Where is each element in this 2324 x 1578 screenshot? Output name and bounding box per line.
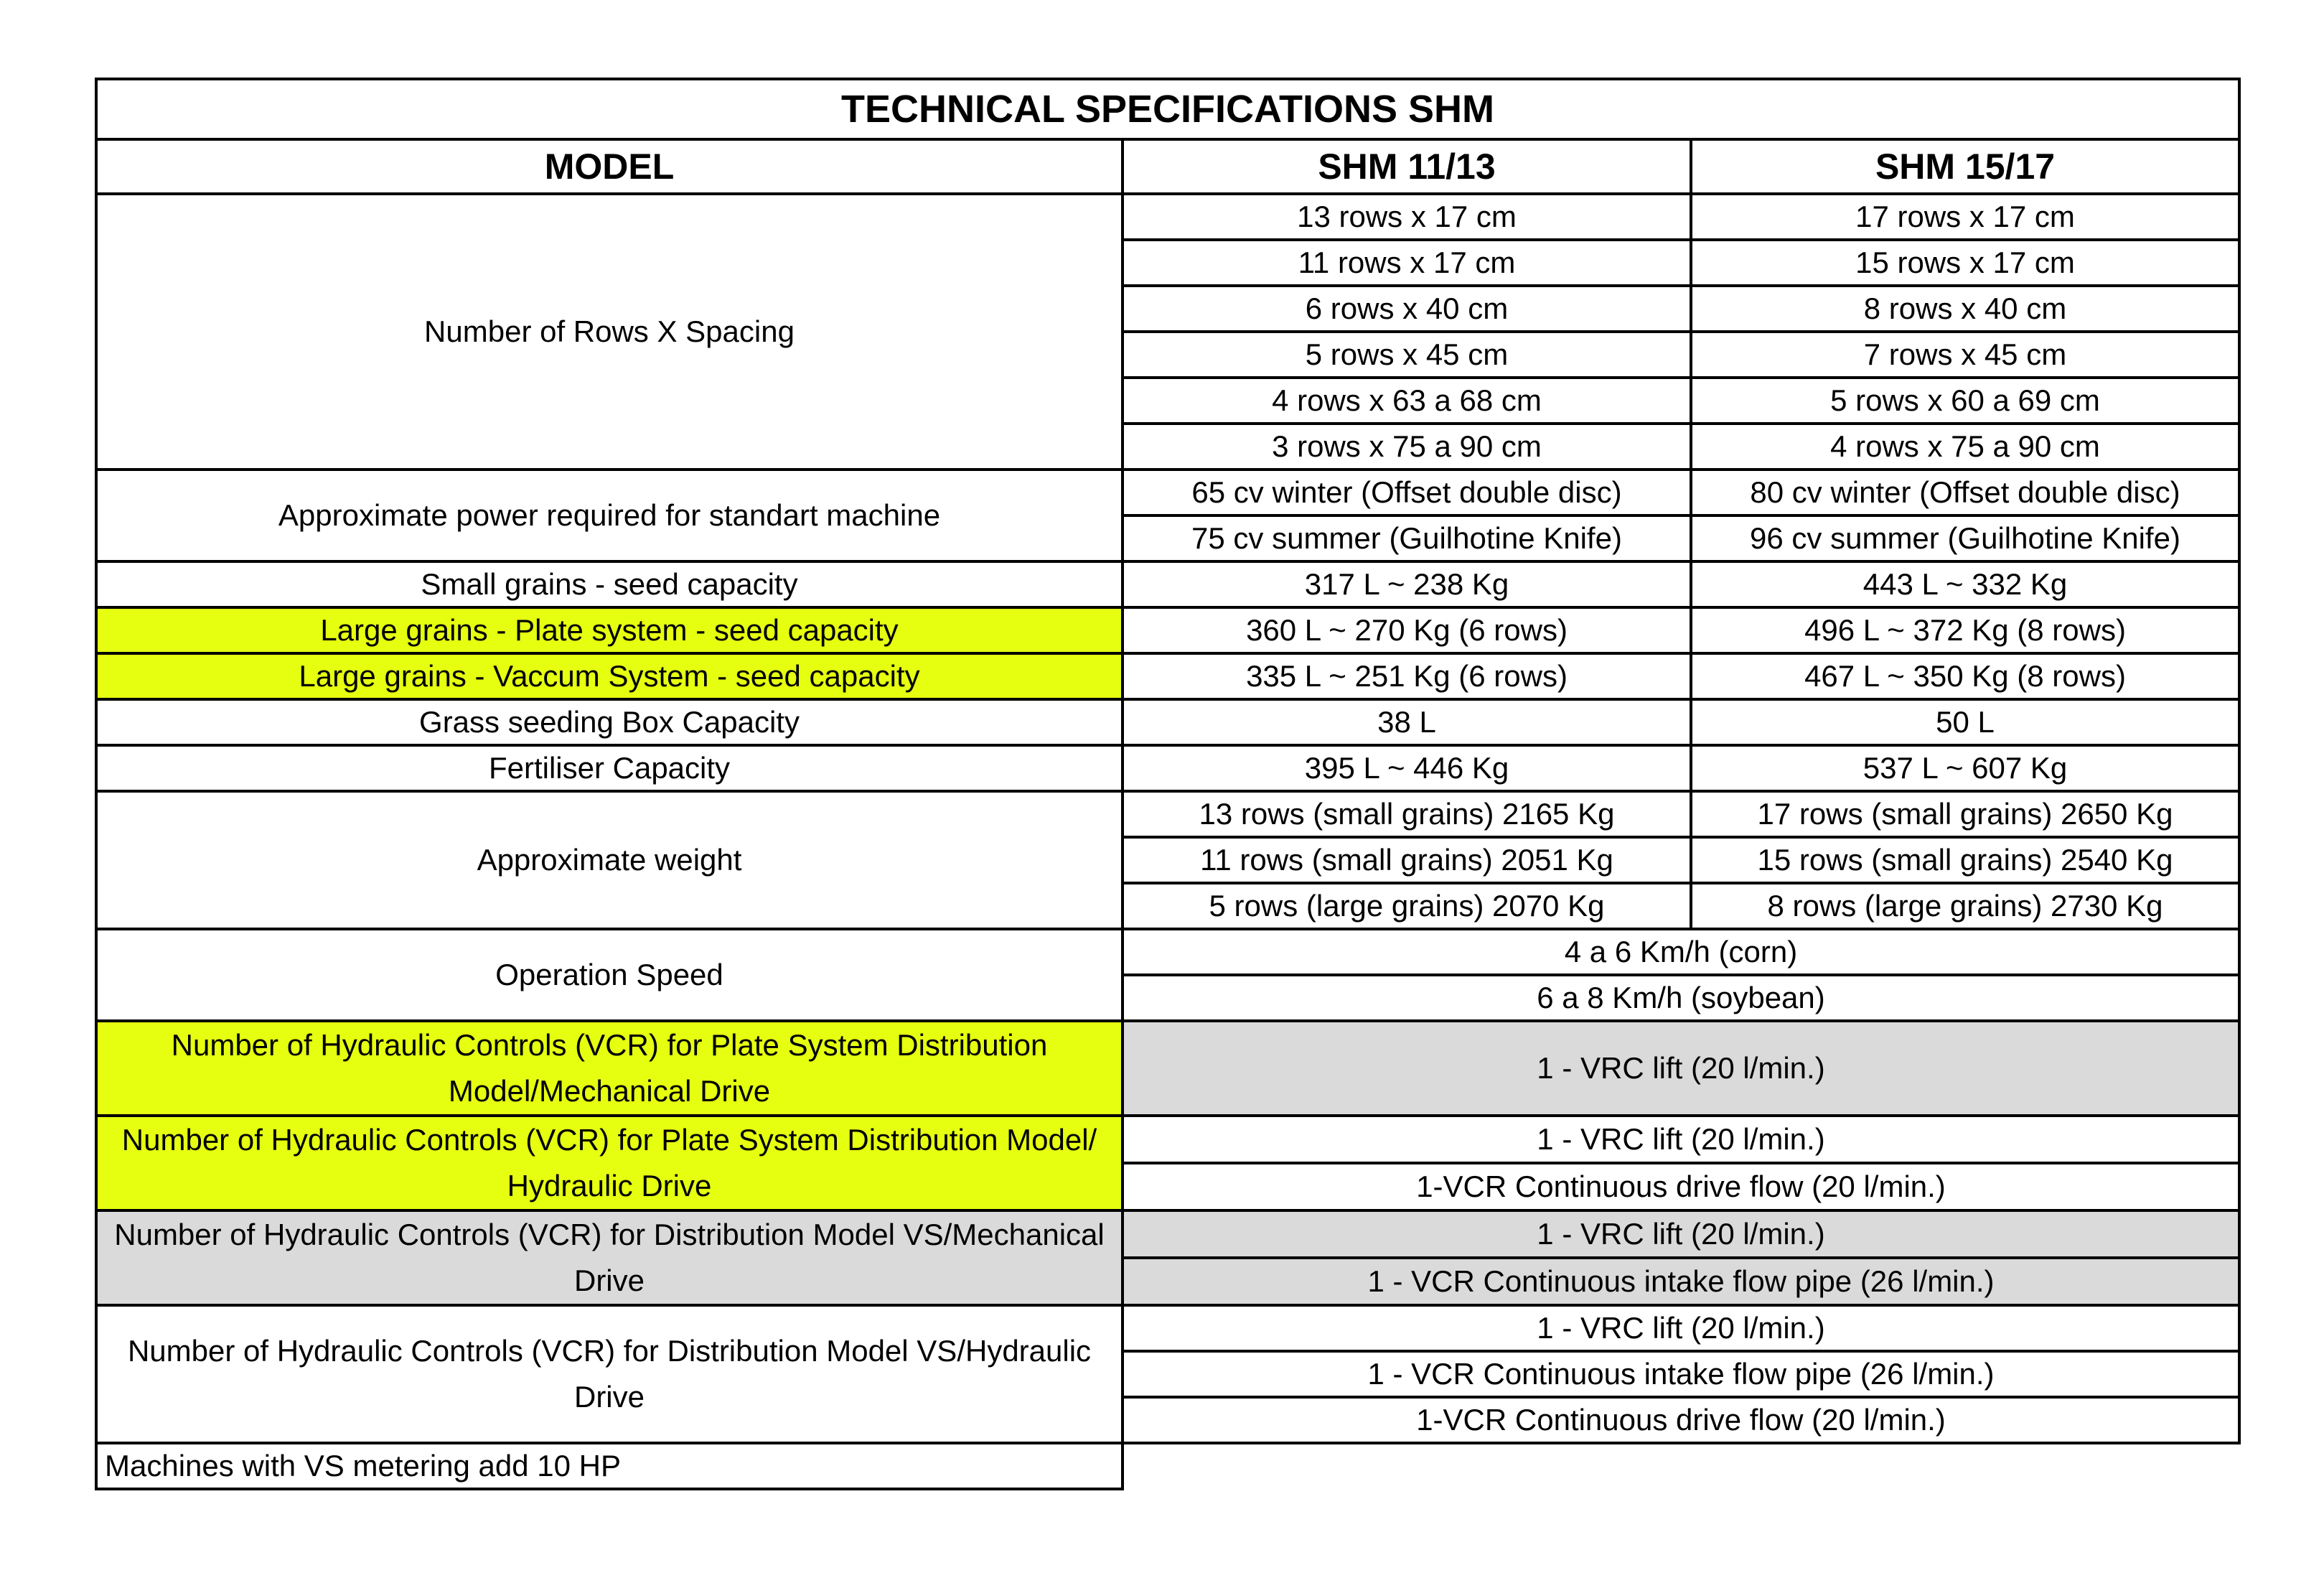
table-cell: 80 cv winter (Offset double disc) (1691, 470, 2239, 515)
table-cell: 1 - VCR Continuous intake flow pipe (26 l/min.) (1123, 1258, 2239, 1305)
table-cell: 1 - VRC lift (20 l/min.) (1123, 1021, 2239, 1116)
table-cell: 443 L ~ 332 Kg (1691, 561, 2239, 607)
header-shm-11-13: SHM 11/13 (1123, 139, 1691, 194)
speed-label: Operation Speed (96, 929, 1123, 1021)
small-grains-label: Small grains - seed capacity (96, 561, 1123, 607)
hyd-plate-mech-label: Number of Hydraulic Controls (VCR) for Plate System Distribution Model/Mechanical Drive (96, 1021, 1123, 1116)
table-cell: 8 rows (large grains) 2730 Kg (1691, 883, 2239, 929)
table-cell: 5 rows x 60 a 69 cm (1691, 378, 2239, 424)
table-cell: 17 rows x 17 cm (1691, 194, 2239, 240)
spec-table (95, 78, 2241, 1490)
table-cell: 1-VCR Continuous drive flow (20 l/min.) (1123, 1397, 2239, 1443)
table-cell: 75 cv summer (Guilhotine Knife) (1123, 515, 1691, 561)
table-cell: 11 rows x 17 cm (1123, 240, 1691, 286)
hyd-plate-hyd-label: Number of Hydraulic Controls (VCR) for Plate System Distribution Model/ Hydraulic Drive (96, 1116, 1123, 1210)
table-cell: 496 L ~ 372 Kg (8 rows) (1691, 607, 2239, 653)
table-cell: 1 - VRC lift (20 l/min.) (1123, 1305, 2239, 1351)
table-cell: 395 L ~ 446 Kg (1123, 745, 1691, 791)
table-cell: 11 rows (small grains) 2051 Kg (1123, 837, 1691, 883)
table-cell: 6 a 8 Km/h (soybean) (1123, 975, 2239, 1021)
table-cell: 1 - VRC lift (20 l/min.) (1123, 1210, 2239, 1258)
table-cell: 5 rows x 45 cm (1123, 332, 1691, 378)
table-cell: 13 rows x 17 cm (1123, 194, 1691, 240)
table-cell: 96 cv summer (Guilhotine Knife) (1691, 515, 2239, 561)
blank-cell (1123, 1443, 2239, 1489)
grass-label: Grass seeding Box Capacity (96, 699, 1123, 745)
table-cell: 15 rows (small grains) 2540 Kg (1691, 837, 2239, 883)
table-cell: 17 rows (small grains) 2650 Kg (1691, 791, 2239, 837)
large-plate-label: Large grains - Plate system - seed capacity (96, 607, 1123, 653)
table-cell: 8 rows x 40 cm (1691, 286, 2239, 332)
hyd-vs-hyd-label: Number of Hydraulic Controls (VCR) for Distribution Model VS/Hydraulic Drive (96, 1305, 1123, 1443)
table-cell: 360 L ~ 270 Kg (6 rows) (1123, 607, 1691, 653)
table-cell: 335 L ~ 251 Kg (6 rows) (1123, 653, 1691, 699)
hyd-vs-mech-label: Number of Hydraulic Controls (VCR) for Distribution Model VS/Mechanical Drive (96, 1210, 1123, 1305)
table-cell: 13 rows (small grains) 2165 Kg (1123, 791, 1691, 837)
table-cell: 3 rows x 75 a 90 cm (1123, 424, 1691, 470)
table-cell: 1 - VRC lift (20 l/min.) (1123, 1116, 2239, 1163)
table-cell: 65 cv winter (Offset double disc) (1123, 470, 1691, 515)
table-cell: 317 L ~ 238 Kg (1123, 561, 1691, 607)
table-cell: 4 rows x 75 a 90 cm (1691, 424, 2239, 470)
rows-spacing-label: Number of Rows X Spacing (96, 194, 1123, 470)
table-cell: 4 rows x 63 a 68 cm (1123, 378, 1691, 424)
header-shm-15-17: SHM 15/17 (1691, 139, 2239, 194)
weight-label: Approximate weight (96, 791, 1123, 929)
table-cell: 38 L (1123, 699, 1691, 745)
table-cell: 5 rows (large grains) 2070 Kg (1123, 883, 1691, 929)
table-cell: 1 - VCR Continuous intake flow pipe (26 l/min.) (1123, 1351, 2239, 1397)
large-vaccum-label: Large grains - Vaccum System - seed capacity (96, 653, 1123, 699)
table-cell: 537 L ~ 607 Kg (1691, 745, 2239, 791)
footnote: Machines with VS metering add 10 HP (96, 1443, 1123, 1489)
table-title: TECHNICAL SPECIFICATIONS SHM (96, 79, 2239, 139)
header-model: MODEL (96, 139, 1123, 194)
table-cell: 50 L (1691, 699, 2239, 745)
table-cell: 7 rows x 45 cm (1691, 332, 2239, 378)
table-cell: 467 L ~ 350 Kg (8 rows) (1691, 653, 2239, 699)
table-cell: 6 rows x 40 cm (1123, 286, 1691, 332)
fertiliser-label: Fertiliser Capacity (96, 745, 1123, 791)
table-cell: 15 rows x 17 cm (1691, 240, 2239, 286)
power-label: Approximate power required for standart machine (96, 470, 1123, 561)
table-cell: 1-VCR Continuous drive flow (20 l/min.) (1123, 1163, 2239, 1210)
table-cell: 4 a 6 Km/h (corn) (1123, 929, 2239, 975)
